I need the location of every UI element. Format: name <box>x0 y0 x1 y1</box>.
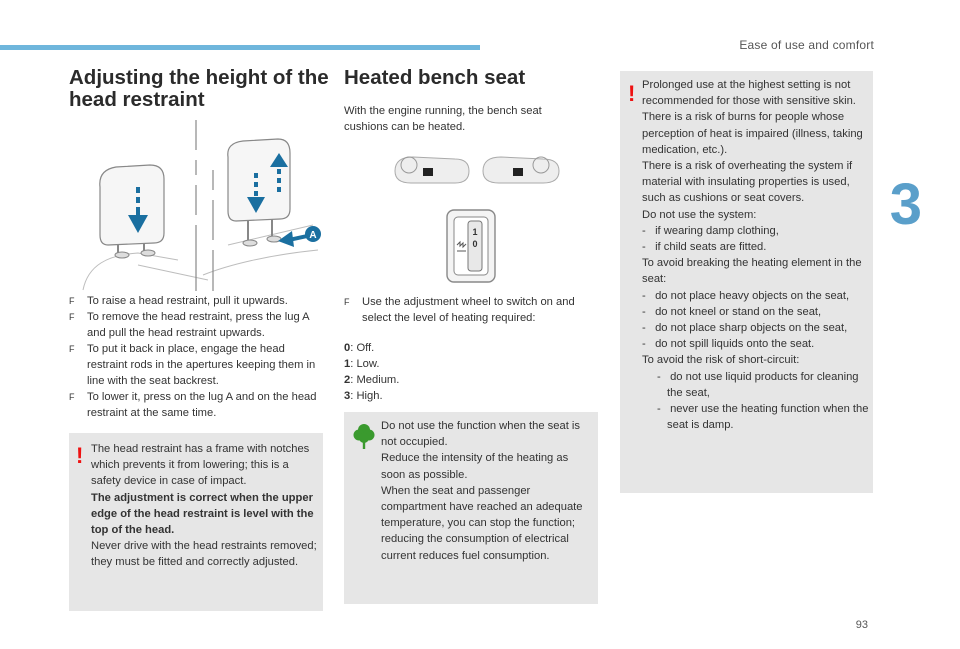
heated-seat-step: F Use the adjustment wheel to switch on and select the level of heating required: <box>344 296 575 324</box>
warning-icon: ! <box>628 81 636 106</box>
head-restraint-title: Adjusting the height of the head restraint <box>69 66 329 112</box>
warning-icon: ! <box>76 443 84 468</box>
header-bar <box>0 45 480 50</box>
level-0: 0: Off. <box>344 342 375 354</box>
head-restraint-left <box>100 165 164 245</box>
bullet-icon: F <box>69 312 75 322</box>
seat-heater-location-illustration <box>393 153 561 187</box>
heated-seat-warning-text: Prolonged use at the highest setting is not recommended for those with sensitive skin. There is a risk of burns for people whose perception of heat is impaired (illness, taking medication, etc.). There is a risk of overheating the system if material with insulating properties is used, such as cushions or seat covers. Do not use the system: - if wearing damp clothing, - if child seats are fitted. To avoid breaking the heating element in the seat: - do not place heavy objects on the seat, - do not kneel or stand on the seat, - do not place sharp objects on the seat, - do not spill liquids onto the seat. To avoid the risk of short-circuit: - do not use liquid products for cleaning the seat, - never use the heating function when the seat is damp. <box>642 79 869 432</box>
heated-seat-title: Heated bench seat <box>344 66 526 89</box>
bullet-icon: F <box>69 392 75 402</box>
warning-text: The head restraint has a frame with notches which prevents it from lowering; this is a safety device in case of impact. The adjustment is correct when the upper edge of the head restraint is level with the top of the head. Never drive with the head restraints removed; they must be fitted and correctly adjusted. <box>91 443 317 569</box>
heated-seat-intro: With the engine running, the bench seat cushions can be heated. <box>344 105 542 133</box>
eco-tip-text: Do not use the function when the seat is not occupied. Reduce the intensity of the heating as soon as possible. When the seat and passenger compartment have reached an adequate temperature, you can stop the function; reducing the consumption of electrical current reduces fuel consumption. <box>381 420 583 562</box>
wheel-label-0: 0 <box>472 239 478 249</box>
page-number: 93 <box>855 619 868 631</box>
label-a: A <box>309 230 317 241</box>
arrow-lug-icon <box>278 231 306 247</box>
eco-tip-box <box>344 412 598 604</box>
level-1: 1: Low. <box>344 358 380 370</box>
heating-levels <box>344 340 399 404</box>
bullet-icon: F <box>69 296 75 306</box>
bullet-icon: F <box>344 297 350 307</box>
bullet-icon: F <box>69 344 75 354</box>
head-restraint-steps: F To raise a head restraint, pull it upwards. F To remove the head restraint, press the lug A and pull the head restraint upwards. F To put it back in place, engage the head restraint rods in the apertures keeping them in line with the seat backrest. F To lower it, press on the lug A and on the head restraint at the same time. <box>69 295 317 419</box>
adjustment-wheel-illustration <box>446 209 496 283</box>
chapter-number: 3 <box>889 172 922 237</box>
heated-seat-warning-box <box>620 71 873 493</box>
section-title: Ease of use and comfort <box>739 38 874 52</box>
level-3: 3: High. <box>344 390 383 402</box>
head-restraint-warning-box <box>69 433 323 611</box>
head-restraint-illustration <box>78 115 328 291</box>
wheel-label-1: 1 <box>472 227 478 237</box>
eco-leaf-icon <box>353 422 375 450</box>
level-2: 2: Medium. <box>344 374 400 386</box>
